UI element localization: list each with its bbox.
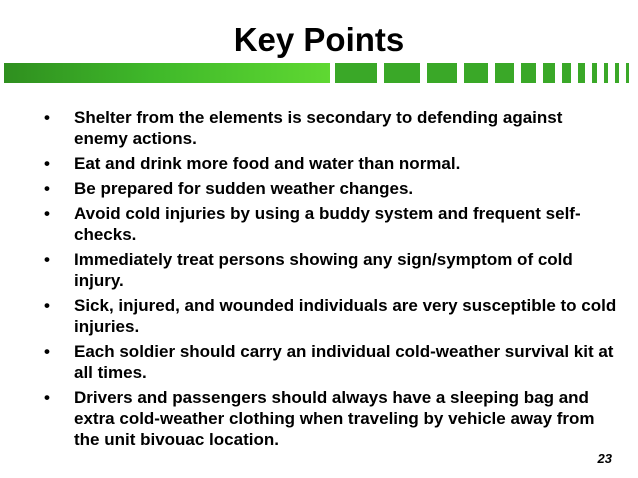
bullet-item bbox=[38, 249, 618, 291]
bullet-dot: • bbox=[44, 388, 50, 407]
bullet-dot: • bbox=[44, 296, 50, 315]
bullet-item bbox=[38, 107, 618, 149]
decor-block-13 bbox=[626, 63, 629, 83]
decor-block-2 bbox=[384, 63, 420, 83]
decor-block-3 bbox=[427, 63, 457, 83]
decor-block-9 bbox=[578, 63, 585, 83]
decor-block-7 bbox=[543, 63, 555, 83]
bullet-item bbox=[38, 387, 618, 450]
bullet-item bbox=[38, 295, 618, 337]
bullet-text: Each soldier should carry an individual cold-weather survival kit at all times. bbox=[74, 342, 614, 382]
bullet-text: Eat and drink more food and water than normal. bbox=[74, 154, 461, 173]
bullet-text: Immediately treat persons showing any sign/symptom of cold injury. bbox=[74, 250, 573, 290]
decor-block-11 bbox=[604, 63, 608, 83]
bullet-item bbox=[38, 341, 618, 383]
decor-block-10 bbox=[592, 63, 597, 83]
decor-block-5 bbox=[495, 63, 514, 83]
decor-block-6 bbox=[521, 63, 536, 83]
decor-block-12 bbox=[615, 63, 619, 83]
gradient-bar bbox=[4, 63, 330, 83]
bullet-dot: • bbox=[44, 342, 50, 361]
bullet-dot: • bbox=[44, 108, 50, 127]
bullet-dot: • bbox=[44, 179, 50, 198]
decor-block-8 bbox=[562, 63, 571, 83]
slide-title: Key Points bbox=[233, 21, 405, 58]
bullet-text: Avoid cold injuries by using a buddy system and frequent self-checks. bbox=[74, 204, 581, 244]
page-number: 23 bbox=[597, 451, 612, 466]
decor-block-4 bbox=[464, 63, 488, 83]
bullet-text: Drivers and passengers should always have a sleeping bag and extra cold-weather clothing when traveling by vehicle away from the unit bivouac location. bbox=[74, 388, 595, 449]
bullet-dot: • bbox=[44, 250, 50, 269]
bullet-item bbox=[38, 153, 618, 174]
bullet-text: Sick, injured, and wounded individuals are very susceptible to cold injuries. bbox=[74, 296, 617, 336]
bullet-dot: • bbox=[44, 204, 50, 223]
bullet-item bbox=[38, 203, 618, 245]
decor-block-1 bbox=[335, 63, 377, 83]
bullet-list bbox=[38, 107, 618, 454]
title-decoration-band bbox=[0, 63, 638, 83]
bullet-text: Shelter from the elements is secondary to defending against enemy actions. bbox=[74, 108, 563, 148]
bullet-item bbox=[38, 178, 618, 199]
bullet-dot: • bbox=[44, 154, 50, 173]
bullet-text: Be prepared for sudden weather changes. bbox=[74, 179, 414, 198]
